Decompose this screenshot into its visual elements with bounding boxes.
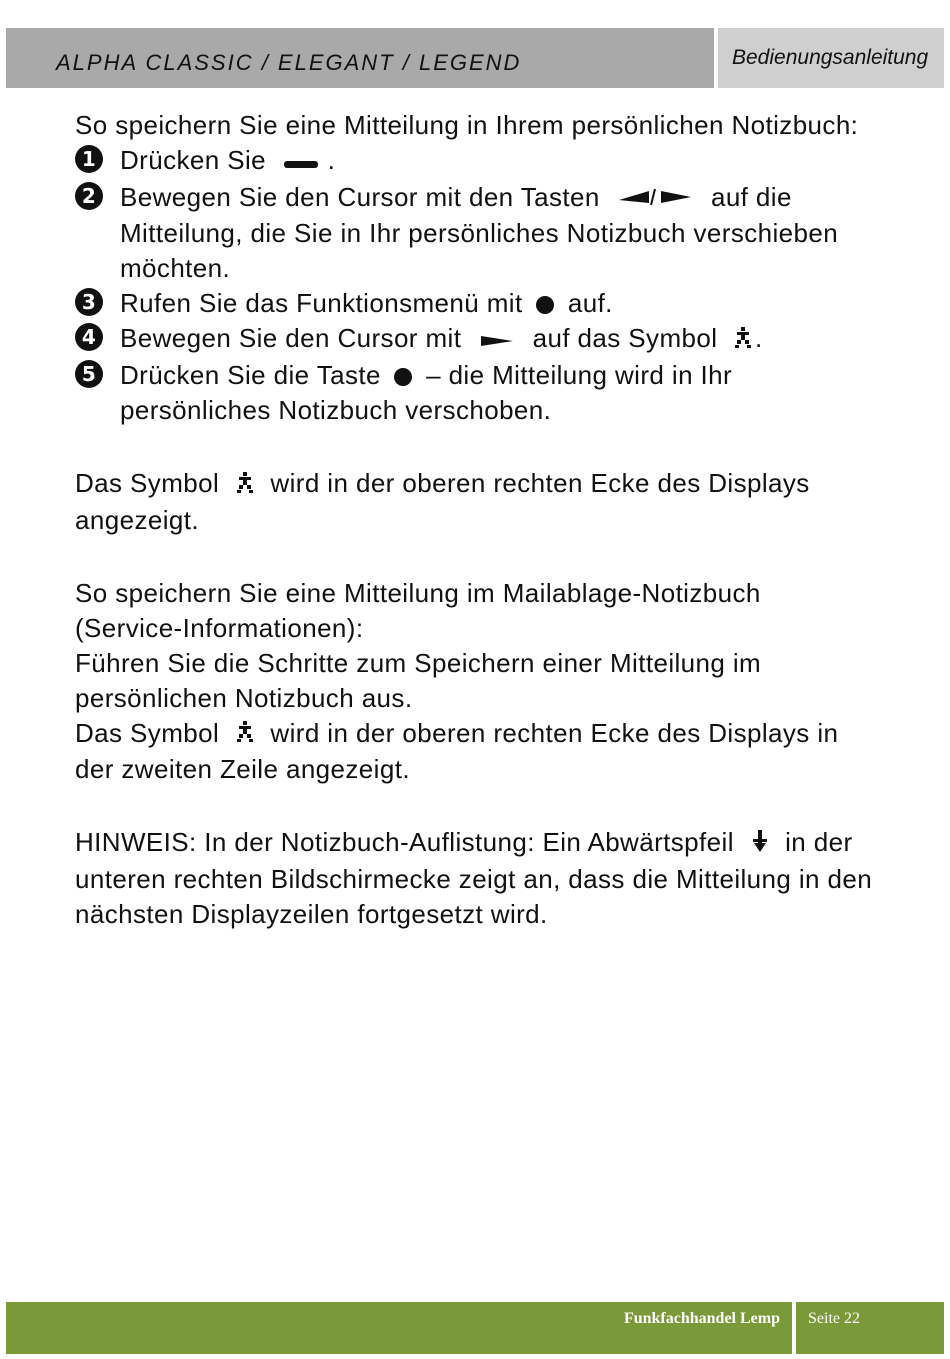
step-number-3-icon: 3 (75, 288, 103, 316)
left-right-arrow-keys-icon (615, 181, 695, 216)
footer-company: Funkfachhandel Lemp (623, 1310, 780, 1327)
right-arrow-key-icon (477, 323, 517, 358)
step-4-text-middle: auf das Symbol (532, 323, 718, 354)
ok-dot-icon (536, 296, 554, 314)
step-5-text-after: – die Mitteilung wird in Ihr persönliches Notizbuch verschoben. (120, 359, 733, 425)
note-paragraph (75, 825, 875, 932)
symbol-paragraph (75, 466, 875, 538)
step-number-5-icon: 5 (75, 360, 103, 388)
spacer (75, 428, 875, 466)
step-1-text-before: Drücken Sie (120, 145, 267, 175)
step-number-4-icon: 4 (75, 323, 103, 351)
menu-key-icon (282, 145, 320, 180)
ok-dot-icon (394, 368, 412, 386)
section1-intro: So speichern Sie eine Mitteilung in Ihrem persönlichen Notizbuch: (75, 110, 859, 140)
step-2 (75, 180, 875, 287)
footer-right-bar (796, 1302, 944, 1354)
step-4 (75, 321, 875, 358)
symbol-paragraph-before: Das Symbol (75, 467, 220, 498)
step-5-text-before: Drücken Sie die Taste (120, 359, 381, 390)
section2-title: So speichern Sie eine Mitteilung im Mailablage-Notizbuch (Service-Informationen): (75, 577, 761, 643)
symbol-paragraph-after: wird in der oberen rechten Ecke des Displays angezeigt. (75, 467, 810, 535)
header-right-bar (718, 28, 944, 88)
step-number-2-icon: 2 (75, 182, 103, 210)
person-notebook-icon (733, 323, 753, 358)
page-content (75, 108, 875, 932)
step-3-text-after: auf. (567, 288, 613, 319)
product-title: ALPHA CLASSIC / ELEGANT / LEGEND (56, 50, 522, 75)
section2-symbol-after: wird in der oberen rechten Ecke des Displays in der zweiten Zeile angezeigt. (75, 717, 839, 785)
page-number: Seite 22 (808, 1310, 860, 1327)
step-1 (75, 143, 875, 180)
footer-left-bar (6, 1302, 792, 1354)
header-left-bar (6, 28, 714, 88)
person-notebook-icon (235, 717, 255, 752)
step-3 (75, 286, 875, 321)
note-after: in der unteren rechten Bildschirmecke zeigt an, dass die Mitteilung in den nächsten Displayzeilen fortgesetzt wird. (75, 827, 873, 929)
section2-symbol-before: Das Symbol (75, 717, 220, 748)
step-1-text-after: . (327, 145, 336, 175)
step-4-text-before: Bewegen Sie den Cursor mit (120, 323, 462, 354)
step-number-1-icon: 1 (75, 145, 103, 173)
section2-body: Führen Sie die Schritte zum Speichern einer Mitteilung im persönlichen Notizbuch aus. (75, 647, 762, 713)
step-3-text-before: Rufen Sie das Funktionsmenü mit (120, 288, 523, 319)
step-2-text-after: auf die Mitteilung, die Sie in Ihr persönliches Notizbuch verschieben möchten. (120, 181, 839, 284)
down-arrow-icon (750, 827, 770, 862)
section2-symbol-paragraph (75, 716, 875, 788)
spacer (75, 538, 875, 576)
step-2-text-before: Bewegen Sie den Cursor mit den Tasten (120, 181, 600, 212)
step-5 (75, 358, 875, 428)
step-4-text-after: . (755, 323, 763, 354)
spacer (75, 787, 875, 825)
manual-title: Bedienungsanleitung (732, 46, 929, 69)
note-before: HINWEIS: In der Notizbuch-Auflistung: Ein Abwärtspfeil (75, 827, 734, 858)
person-notebook-icon (235, 468, 255, 503)
